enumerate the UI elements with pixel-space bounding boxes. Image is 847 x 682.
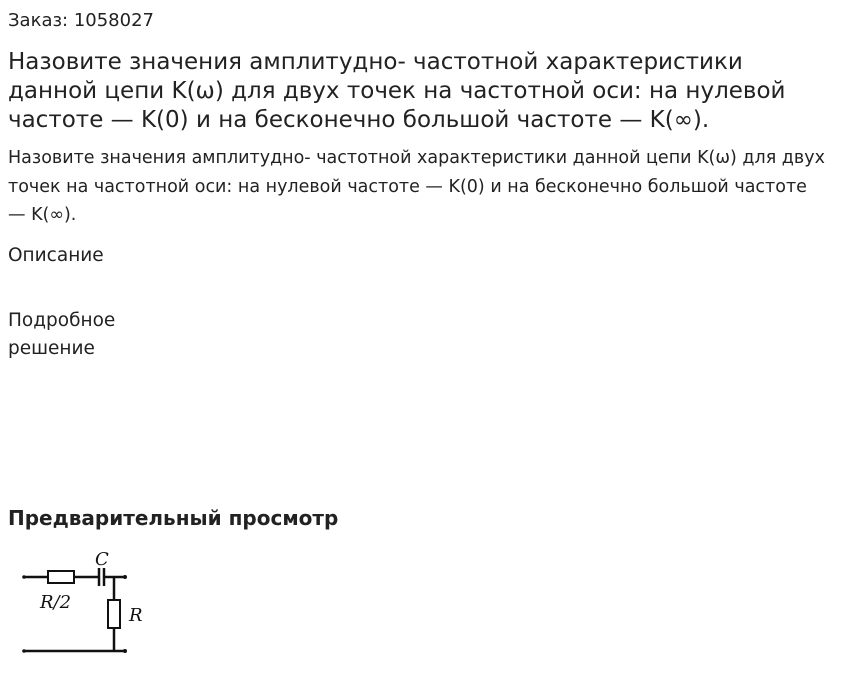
series-resistor [48, 571, 74, 583]
capacitor-label: C [95, 549, 109, 570]
terminal-output-top [123, 575, 127, 579]
terminal-output-bottom [123, 649, 127, 653]
order-number: Заказ: 1058027 [8, 10, 154, 31]
preview-heading: Предварительный просмотр [8, 506, 339, 530]
detailed-solution-label: Подробное решение [8, 310, 116, 359]
task-text: Назовите значения амплитудно- частотной характеристики данной цепи K(ω) для двух точек на частотной оси: на нулевой частоте — K(0) и на бесконечно большой частоте — K(∞). [8, 148, 825, 225]
shunt-resistor [108, 600, 120, 628]
terminal-input-top [22, 575, 26, 579]
shunt-resistor-label: R [129, 605, 143, 626]
description-label: Описание [8, 245, 104, 266]
page-title: Назовите значения амплитудно- частотной характеристики данной цепи K(ω) для двух точек на частотной оси: на нулевой частоте — K(0) и на бесконечно большой частоте — K(∞). [8, 49, 786, 133]
circuit-diagram [14, 545, 154, 660]
terminal-input-bottom [22, 649, 26, 653]
series-resistor-label: R/2 [40, 592, 72, 613]
